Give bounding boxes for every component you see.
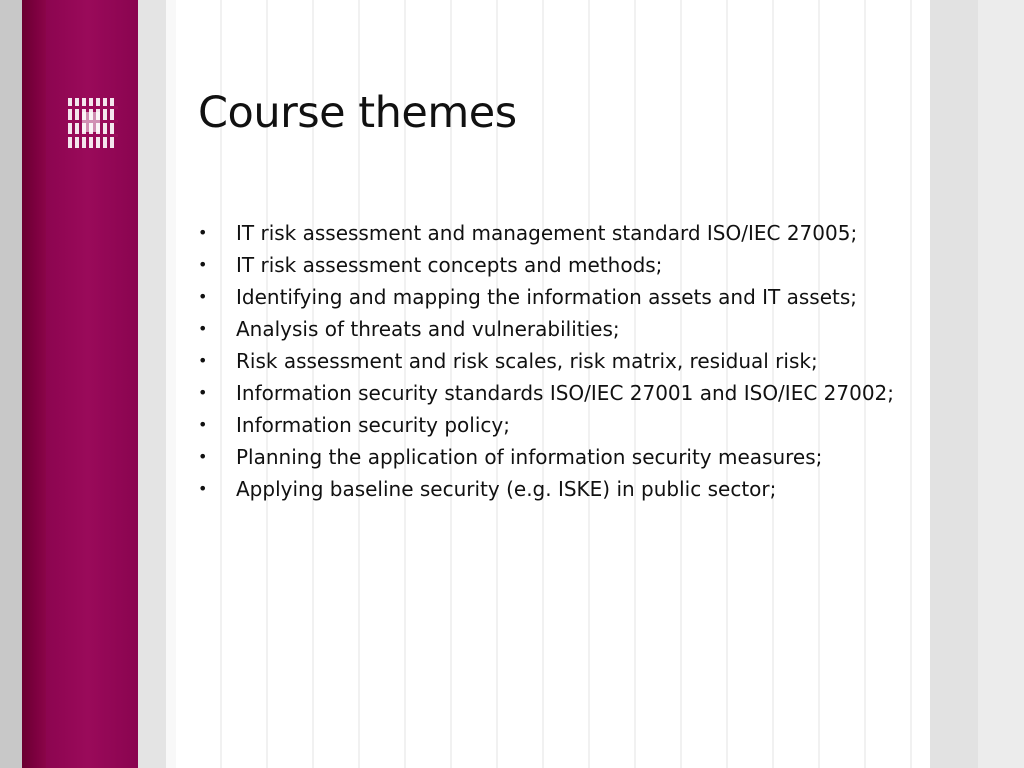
bullet-item: [198, 284, 898, 310]
bullet-dot: •: [198, 223, 208, 242]
bullet-item: [198, 316, 898, 342]
bullet-list: [198, 220, 898, 508]
bullet-text: Applying baseline security (e.g. ISKE) in public sector;: [236, 477, 777, 501]
crimson-edge-bar: [22, 0, 46, 768]
bullet-dot: •: [198, 415, 208, 434]
bullet-dot: •: [198, 287, 208, 306]
right-light-bar: [978, 0, 1024, 768]
university-logo-icon: [68, 98, 118, 148]
bullet-text: Information security standards ISO/IEC 27001 and ISO/IEC 27002;: [236, 381, 895, 405]
bullet-text: Risk assessment and risk scales, risk matrix, residual risk;: [236, 349, 818, 373]
bullet-dot: •: [198, 383, 208, 402]
bullet-dot: •: [198, 479, 208, 498]
right-gray-bar: [930, 0, 978, 768]
bullet-dot: •: [198, 255, 208, 274]
bullet-item: [198, 444, 898, 470]
left-gray-bar: [0, 0, 22, 768]
bullet-dot: •: [198, 319, 208, 338]
bullet-text: Information security policy;: [236, 413, 510, 437]
bullet-text: IT risk assessment and management standard ISO/IEC 27005;: [236, 221, 858, 245]
bullet-text: Analysis of threats and vulnerabilities;: [236, 317, 620, 341]
bullet-item: [198, 412, 898, 438]
light-strip: [166, 0, 176, 768]
bullet-text: Planning the application of information security measures;: [236, 445, 823, 469]
gray-strip: [138, 0, 166, 768]
bullet-item: [198, 220, 898, 246]
bullet-item: [198, 252, 898, 278]
bullet-text: IT risk assessment concepts and methods;: [236, 253, 663, 277]
bullet-dot: •: [198, 351, 208, 370]
bullet-item: [198, 348, 898, 374]
bullet-item: [198, 380, 898, 406]
bullet-dot: •: [198, 447, 208, 466]
bullet-item: [198, 476, 898, 502]
bullet-text: Identifying and mapping the information assets and IT assets;: [236, 285, 858, 309]
slide-title: Course themes: [198, 88, 517, 138]
